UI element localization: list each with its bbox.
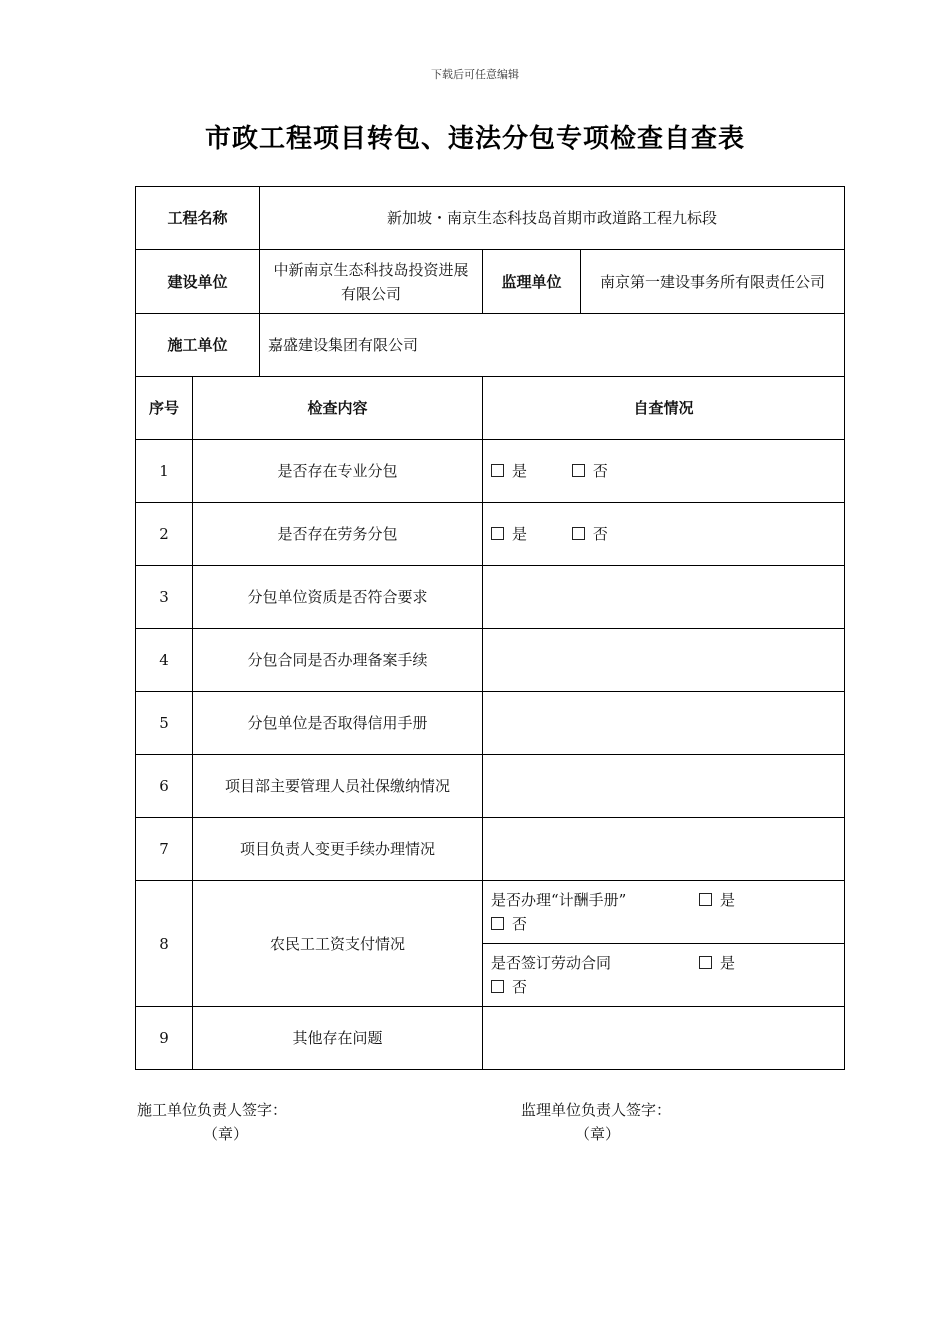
checkbox-icon	[491, 527, 504, 540]
contractor-seal-label: （章）	[203, 1125, 249, 1143]
no-label: 否	[592, 462, 608, 480]
row-number: 4	[136, 629, 193, 692]
table-row	[136, 566, 845, 629]
yes-label: 是	[720, 891, 736, 909]
row-content: 项目负责人变更手续办理情况	[193, 818, 483, 881]
sub-item-label: 是否签订劳动合同	[491, 954, 612, 972]
checkbox-icon	[491, 980, 504, 993]
owner-label: 建设单位	[136, 250, 260, 314]
no-label: 否	[512, 915, 528, 933]
col-no-header: 序号	[136, 377, 193, 440]
col-content-header: 检查内容	[193, 377, 483, 440]
project-name-row	[136, 187, 845, 250]
row-content: 分包单位是否取得信用手册	[193, 692, 483, 755]
project-name-label: 工程名称	[136, 187, 260, 250]
row-content: 其他存在问题	[193, 1007, 483, 1070]
row-content: 分包合同是否办理备案手续	[193, 629, 483, 692]
no-checkbox[interactable]	[491, 912, 527, 936]
row-number: 3	[136, 566, 193, 629]
row-content: 农民工工资支付情况	[193, 881, 483, 1007]
sub-item-label: 是否办理“计酬手册”	[491, 891, 627, 909]
checkbox-icon	[572, 527, 585, 540]
row-result	[483, 440, 845, 503]
row-number: 5	[136, 692, 193, 755]
contractor-value: 嘉盛建设集团有限公司	[260, 314, 845, 377]
checkbox-icon	[491, 917, 504, 930]
checkbox-icon	[491, 464, 504, 477]
yes-label: 是	[512, 525, 528, 543]
no-label: 否	[592, 525, 608, 543]
row-sub-result	[483, 881, 845, 944]
table-row	[136, 755, 845, 818]
contractor-signature-label: 施工单位负责人签字：	[137, 1101, 288, 1119]
owner-row	[136, 250, 845, 314]
header-note: 下载后可任意编辑	[431, 68, 519, 81]
checkbox-icon	[699, 956, 712, 969]
supervisor-signature-block	[521, 1098, 671, 1146]
row-content: 是否存在专业分包	[193, 440, 483, 503]
row-result[interactable]	[483, 755, 845, 818]
yes-label: 是	[512, 462, 528, 480]
checkbox-icon	[572, 464, 585, 477]
supervisor-label: 监理单位	[483, 250, 581, 314]
table-row	[136, 818, 845, 881]
row-sub-result	[483, 944, 845, 1007]
supervisor-signature-label: 监理单位负责人签字：	[521, 1101, 672, 1119]
table-row	[136, 440, 845, 503]
row-result[interactable]	[483, 566, 845, 629]
no-checkbox[interactable]	[491, 975, 527, 999]
row-number: 7	[136, 818, 193, 881]
contractor-signature-block	[137, 1098, 287, 1146]
row-content: 分包单位资质是否符合要求	[193, 566, 483, 629]
row-result[interactable]	[483, 629, 845, 692]
column-header-row	[136, 377, 845, 440]
contractor-label: 施工单位	[136, 314, 260, 377]
no-checkbox[interactable]	[572, 522, 608, 546]
owner-value: 中新南京生态科技岛投资进展有限公司	[260, 250, 483, 314]
row-number: 2	[136, 503, 193, 566]
no-label: 否	[512, 978, 528, 996]
yes-checkbox[interactable]	[699, 888, 735, 912]
row-content: 项目部主要管理人员社保缴纳情况	[193, 755, 483, 818]
row-result[interactable]	[483, 692, 845, 755]
yes-checkbox[interactable]	[491, 459, 527, 483]
table-row	[136, 629, 845, 692]
row-result[interactable]	[483, 818, 845, 881]
project-name-value: 新加坡・南京生态科技岛首期市政道路工程九标段	[260, 187, 845, 250]
inspection-form-table	[135, 186, 845, 1070]
supervisor-value: 南京第一建设事务所有限责任公司	[581, 250, 845, 314]
checkbox-icon	[699, 893, 712, 906]
row-number: 9	[136, 1007, 193, 1070]
row-result	[483, 503, 845, 566]
table-row	[136, 881, 845, 944]
supervisor-seal-label: （章）	[575, 1125, 621, 1143]
table-row	[136, 692, 845, 755]
yes-checkbox[interactable]	[699, 951, 735, 975]
yes-label: 是	[720, 954, 736, 972]
no-checkbox[interactable]	[572, 459, 608, 483]
row-content: 是否存在劳务分包	[193, 503, 483, 566]
contractor-row	[136, 314, 845, 377]
page-title: 市政工程项目转包、违法分包专项检查自查表	[204, 124, 745, 154]
table-row	[136, 503, 845, 566]
row-number: 6	[136, 755, 193, 818]
col-result-header: 自查情况	[483, 377, 845, 440]
row-number: 1	[136, 440, 193, 503]
yes-checkbox[interactable]	[491, 522, 527, 546]
row-number: 8	[136, 881, 193, 1007]
table-row	[136, 1007, 845, 1070]
row-result[interactable]	[483, 1007, 845, 1070]
